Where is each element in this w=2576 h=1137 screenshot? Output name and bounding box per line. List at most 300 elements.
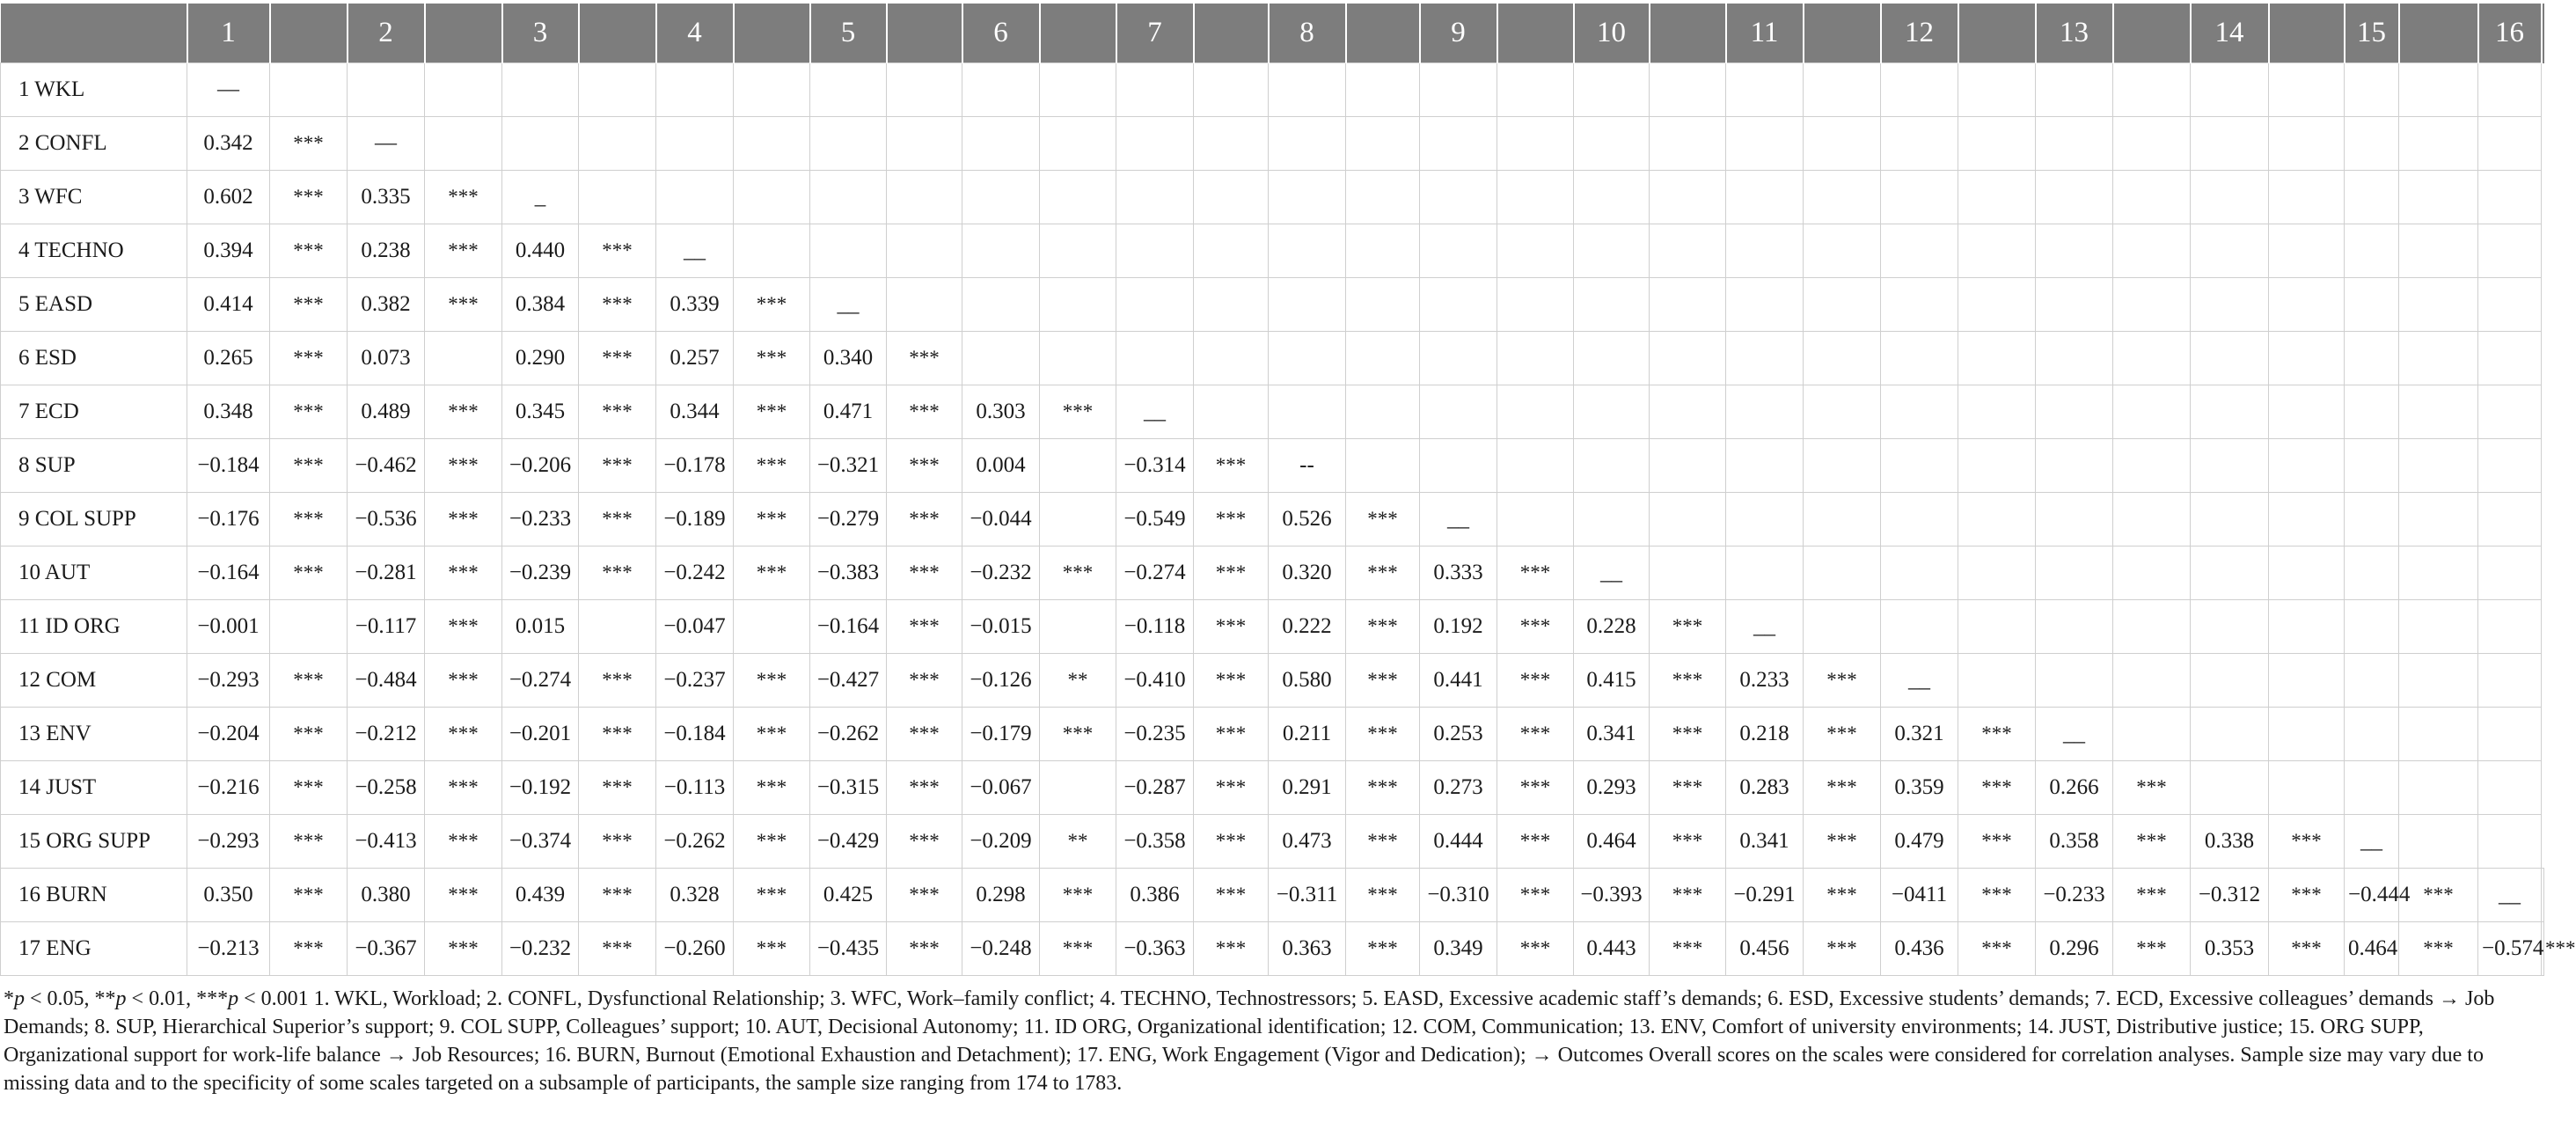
significance-cell: ***: [734, 278, 810, 332]
significance-cell: ***: [1497, 761, 1574, 815]
significance-cell: ***: [1958, 922, 2036, 976]
column-header-sig: [1194, 4, 1269, 63]
correlation-cell: −0.293: [187, 654, 270, 708]
significance-cell: [1497, 171, 1574, 224]
significance-cell: ***: [734, 546, 810, 600]
significance-cell: ***: [2399, 869, 2478, 922]
correlation-cell: [2478, 761, 2542, 815]
significance-cell: [2269, 546, 2345, 600]
significance-cell: ***: [425, 600, 502, 654]
significance-cell: [2113, 117, 2191, 171]
significance-cell: ***: [2113, 815, 2191, 869]
significance-cell: [1804, 439, 1881, 493]
correlation-cell: 0.257: [656, 332, 734, 385]
significance-cell: ***: [270, 171, 348, 224]
correlation-cell: −0.118: [1116, 600, 1194, 654]
correlation-cell: 0.341: [1574, 708, 1650, 761]
correlation-cell: −0.206: [502, 439, 579, 493]
footnote-text: < 0.01, ***: [126, 987, 229, 1010]
significance-cell: ***: [425, 278, 502, 332]
correlation-cell: 0.386: [1116, 869, 1194, 922]
significance-cell: ***: [1650, 815, 1726, 869]
significance-cell: **: [1040, 815, 1116, 869]
table-row: [1, 493, 2544, 546]
significance-cell: ***: [1040, 708, 1116, 761]
correlation-cell: 0.345: [502, 385, 579, 439]
correlation-cell: [2478, 278, 2542, 332]
significance-cell: [2269, 600, 2345, 654]
significance-cell: [1346, 385, 1420, 439]
correlation-cell: [1726, 224, 1804, 278]
significance-cell: [1497, 117, 1574, 171]
significance-cell: [579, 171, 656, 224]
correlation-cell: [1574, 278, 1650, 332]
table-row: [1, 439, 2544, 493]
significance-cell: ***: [1497, 922, 1574, 976]
significance-cell: ***: [1497, 654, 1574, 708]
column-header-sig: [734, 4, 810, 63]
correlation-cell: [2478, 600, 2542, 654]
significance-cell: ***: [887, 654, 962, 708]
correlation-cell: −0.192: [502, 761, 579, 815]
row-label: 10 AUT: [1, 546, 187, 600]
significance-cell: [1958, 654, 2036, 708]
significance-cell: [2269, 439, 2345, 493]
column-header-16: 16: [2478, 4, 2542, 63]
correlation-cell: −0.178: [656, 439, 734, 493]
correlation-cell: −0.393: [1574, 869, 1650, 922]
correlation-cell: −0.232: [502, 922, 579, 976]
correlation-cell: [2191, 493, 2269, 546]
correlation-cell: [2478, 546, 2542, 600]
correlation-cell: [962, 117, 1040, 171]
significance-cell: ***: [887, 869, 962, 922]
correlation-cell: −0.311: [1269, 869, 1346, 922]
column-header-13: 13: [2036, 4, 2113, 63]
correlation-cell: 0.296: [2036, 922, 2113, 976]
correlation-cell: 0.211: [1269, 708, 1346, 761]
significance-cell: [1346, 171, 1420, 224]
significance-cell: [1804, 171, 1881, 224]
significance-cell: ***: [579, 493, 656, 546]
significance-cell: [1040, 439, 1116, 493]
column-header-6: 6: [962, 4, 1040, 63]
correlation-cell: −0.427: [810, 654, 887, 708]
correlation-cell: −0.164: [187, 546, 270, 600]
significance-cell: [2113, 439, 2191, 493]
significance-cell: [2399, 171, 2478, 224]
correlation-cell: −0.274: [502, 654, 579, 708]
correlation-cell: 0.439: [502, 869, 579, 922]
significance-cell: [2269, 63, 2345, 117]
correlation-cell: −0.164: [810, 600, 887, 654]
significance-cell: ***: [579, 761, 656, 815]
correlation-cell: [2036, 439, 2113, 493]
column-header-1: 1: [187, 4, 270, 63]
significance-cell: [425, 332, 502, 385]
correlation-cell: −0.239: [502, 546, 579, 600]
significance-cell: [1650, 63, 1726, 117]
significance-cell: [734, 171, 810, 224]
column-header-14: 14: [2191, 4, 2269, 63]
significance-cell: [1650, 171, 1726, 224]
correlation-cell: [1726, 546, 1804, 600]
significance-cell: ***: [270, 922, 348, 976]
row-label: 3 WFC: [1, 171, 187, 224]
significance-cell: [1804, 117, 1881, 171]
significance-cell: [1497, 385, 1574, 439]
column-header-12: 12: [1881, 4, 1958, 63]
table-footnote: [0, 985, 2544, 1097]
correlation-cell: [1574, 224, 1650, 278]
correlation-cell: __: [1116, 385, 1194, 439]
correlation-cell: −0.444: [2345, 869, 2399, 922]
significance-cell: ***: [425, 761, 502, 815]
significance-cell: ***: [425, 815, 502, 869]
correlation-cell: −0.212: [348, 708, 425, 761]
correlation-cell: [656, 171, 734, 224]
table-row: [1, 171, 2544, 224]
significance-cell: [2399, 546, 2478, 600]
correlation-cell: 0.440: [502, 224, 579, 278]
significance-cell: [2399, 224, 2478, 278]
significance-cell: [734, 600, 810, 654]
significance-cell: [2269, 224, 2345, 278]
correlation-cell: −0.015: [962, 600, 1040, 654]
footnote-text: < 0.05, **: [25, 987, 116, 1010]
correlation-cell: [2478, 815, 2542, 869]
correlation-cell: [2345, 224, 2399, 278]
table-header-row: [1, 4, 2544, 63]
significance-cell: ***: [425, 439, 502, 493]
correlation-cell: [810, 171, 887, 224]
correlation-cell: [2478, 171, 2542, 224]
correlation-cell: [1420, 439, 1497, 493]
significance-cell: [887, 63, 962, 117]
significance-cell: ***: [1346, 815, 1420, 869]
significance-cell: [1194, 332, 1269, 385]
significance-cell: ***: [887, 493, 962, 546]
correlation-cell: [2345, 761, 2399, 815]
correlation-cell: [2478, 63, 2542, 117]
significance-cell: [1194, 63, 1269, 117]
correlation-cell: 0.382: [348, 278, 425, 332]
significance-cell: [579, 63, 656, 117]
significance-cell: ***: [1650, 600, 1726, 654]
significance-cell: ***: [270, 439, 348, 493]
significance-cell: [1346, 278, 1420, 332]
correlation-cell: [2345, 171, 2399, 224]
column-header-sig: [1804, 4, 1881, 63]
significance-cell: [1958, 171, 2036, 224]
correlation-cell: [2345, 117, 2399, 171]
significance-cell: ***: [579, 332, 656, 385]
significance-cell: ***: [887, 600, 962, 654]
significance-cell: ***: [1194, 922, 1269, 976]
correlation-cell: [656, 117, 734, 171]
correlation-cell: [2191, 117, 2269, 171]
correlation-cell: −0.232: [962, 546, 1040, 600]
significance-cell: [2399, 815, 2478, 869]
correlation-cell: [2191, 63, 2269, 117]
correlation-cell: [1574, 439, 1650, 493]
correlation-cell: −0.242: [656, 546, 734, 600]
row-label: 7 ECD: [1, 385, 187, 439]
significance-cell: ***: [734, 708, 810, 761]
correlation-cell: [1574, 171, 1650, 224]
significance-cell: ***: [1497, 708, 1574, 761]
correlation-cell: −0.233: [2036, 869, 2113, 922]
significance-cell: ***: [887, 708, 962, 761]
significance-cell: ***: [425, 171, 502, 224]
correlation-cell: [2478, 117, 2542, 171]
correlation-cell: 0.526: [1269, 493, 1346, 546]
correlation-cell: [1726, 278, 1804, 332]
significance-cell: [2269, 385, 2345, 439]
correlation-cell: 0.479: [1881, 815, 1958, 869]
correlation-cell: 0.349: [1420, 922, 1497, 976]
row-label: 15 ORG SUPP: [1, 815, 187, 869]
correlation-cell: [1881, 439, 1958, 493]
correlation-cell: [1881, 385, 1958, 439]
table-row: [1, 332, 2544, 385]
correlation-cell: [2036, 117, 2113, 171]
correlation-cell: [2036, 600, 2113, 654]
correlation-cell: [2478, 439, 2542, 493]
column-header-sig: [2113, 4, 2191, 63]
significance-cell: [1650, 278, 1726, 332]
significance-cell: [1650, 493, 1726, 546]
significance-cell: [1040, 63, 1116, 117]
significance-cell: ***: [425, 869, 502, 922]
significance-cell: [1040, 278, 1116, 332]
significance-cell: [2113, 546, 2191, 600]
significance-cell: ***: [579, 922, 656, 976]
significance-cell: ***: [1650, 922, 1726, 976]
table-row: [1, 815, 2544, 869]
significance-cell: ***: [2269, 922, 2345, 976]
table-body: [1, 63, 2576, 976]
significance-cell: [1346, 332, 1420, 385]
significance-cell: ***: [579, 654, 656, 708]
significance-cell: ***: [270, 224, 348, 278]
correlation-cell: 0.425: [810, 869, 887, 922]
significance-cell: ***: [1804, 869, 1881, 922]
significance-cell: ***: [1804, 654, 1881, 708]
significance-cell: ***: [2269, 869, 2345, 922]
significance-cell: ***: [734, 385, 810, 439]
significance-cell: ***: [2269, 815, 2345, 869]
correlation-cell: [2191, 332, 2269, 385]
footnote-p-italic: p: [228, 987, 239, 1010]
significance-cell: [1804, 278, 1881, 332]
significance-cell: ***: [579, 815, 656, 869]
correlation-cell: 0.363: [1269, 922, 1346, 976]
row-label: 16 BURN: [1, 869, 187, 922]
correlation-cell: −0.314: [1116, 439, 1194, 493]
correlation-cell: 0.335: [348, 171, 425, 224]
correlation-cell: 0.291: [1269, 761, 1346, 815]
correlation-cell: 0.321: [1881, 708, 1958, 761]
column-header-sig: [887, 4, 962, 63]
correlation-cell: [1420, 117, 1497, 171]
correlation-cell: [2036, 385, 2113, 439]
correlation-cell: [2036, 654, 2113, 708]
correlation-cell: −0.067: [962, 761, 1040, 815]
significance-cell: ***: [579, 439, 656, 493]
significance-cell: ***: [887, 546, 962, 600]
correlation-cell: 0.266: [2036, 761, 2113, 815]
significance-cell: ***: [2113, 869, 2191, 922]
row-label: 13 ENV: [1, 708, 187, 761]
significance-cell: [734, 63, 810, 117]
significance-cell: ***: [270, 869, 348, 922]
correlation-cell: [656, 63, 734, 117]
significance-cell: ***: [270, 654, 348, 708]
correlation-cell: 0.293: [1574, 761, 1650, 815]
significance-cell: [1650, 385, 1726, 439]
significance-cell: ***: [270, 493, 348, 546]
footnote-p-italic: p: [115, 987, 127, 1010]
correlation-cell: [1269, 224, 1346, 278]
correlation-cell: [1881, 171, 1958, 224]
significance-cell: ***: [270, 332, 348, 385]
significance-cell: [1958, 63, 2036, 117]
column-header-sig: [1497, 4, 1574, 63]
significance-cell: ***: [270, 708, 348, 761]
correlation-cell: [1574, 63, 1650, 117]
significance-cell: [1804, 493, 1881, 546]
significance-cell: [2399, 600, 2478, 654]
column-header-sig: [1346, 4, 1420, 63]
correlation-cell: −0.358: [1116, 815, 1194, 869]
significance-cell: [1958, 224, 2036, 278]
correlation-cell: __: [2036, 708, 2113, 761]
significance-cell: [2399, 332, 2478, 385]
correlation-cell: −0.281: [348, 546, 425, 600]
significance-cell: ***: [734, 439, 810, 493]
correlation-cell: −0.363: [1116, 922, 1194, 976]
significance-cell: [1497, 278, 1574, 332]
significance-cell: ***: [887, 815, 962, 869]
significance-cell: [270, 600, 348, 654]
correlation-cell: [2345, 385, 2399, 439]
correlation-cell: [2191, 278, 2269, 332]
correlation-cell: −0.312: [2191, 869, 2269, 922]
correlation-cell: [502, 63, 579, 117]
significance-cell: [1497, 332, 1574, 385]
significance-cell: [1650, 546, 1726, 600]
correlation-cell: [1726, 439, 1804, 493]
correlation-cell: [2345, 63, 2399, 117]
correlation-cell: [1116, 171, 1194, 224]
correlation-cell: [1116, 117, 1194, 171]
correlation-cell: 0.436: [1881, 922, 1958, 976]
correlation-cell: 0.602: [187, 171, 270, 224]
row-label: 5 EASD: [1, 278, 187, 332]
significance-cell: ***: [1650, 654, 1726, 708]
significance-cell: ***: [1804, 922, 1881, 976]
correlation-cell: [1116, 224, 1194, 278]
significance-cell: [887, 117, 962, 171]
significance-cell: ***: [1650, 869, 1726, 922]
correlation-cell: __: [810, 278, 887, 332]
significance-cell: [2269, 278, 2345, 332]
significance-cell: ***: [734, 493, 810, 546]
significance-cell: [2399, 708, 2478, 761]
correlation-cell: [1726, 63, 1804, 117]
significance-cell: ***: [1958, 761, 2036, 815]
correlation-cell: [1574, 332, 1650, 385]
significance-cell: ***: [1346, 708, 1420, 761]
significance-cell: [2269, 654, 2345, 708]
correlation-cell: [1116, 278, 1194, 332]
table-row: [1, 278, 2544, 332]
correlation-cell: −0.410: [1116, 654, 1194, 708]
correlation-cell: 0.384: [502, 278, 579, 332]
row-label: 17 ENG: [1, 922, 187, 976]
significance-cell: ***: [734, 332, 810, 385]
significance-cell: [1497, 439, 1574, 493]
correlation-cell: 0.333: [1420, 546, 1497, 600]
correlation-cell: [1420, 332, 1497, 385]
significance-cell: [2269, 332, 2345, 385]
correlation-cell: −0.367: [348, 922, 425, 976]
significance-cell: [2399, 761, 2478, 815]
correlation-cell: −0.549: [1116, 493, 1194, 546]
significance-cell: [2269, 761, 2345, 815]
correlation-cell: [2036, 278, 2113, 332]
correlation-cell: 0.471: [810, 385, 887, 439]
correlation-cell: [810, 224, 887, 278]
significance-cell: [2399, 278, 2478, 332]
correlation-cell: [2036, 224, 2113, 278]
significance-cell: [2542, 869, 2544, 922]
correlation-cell: 0.380: [348, 869, 425, 922]
significance-cell: ***: [1194, 493, 1269, 546]
correlation-cell: [1420, 224, 1497, 278]
correlation-cell: [810, 63, 887, 117]
column-header-4: 4: [656, 4, 734, 63]
correlation-cell: [2478, 708, 2542, 761]
significance-cell: ***: [887, 761, 962, 815]
correlation-cell: −0.279: [810, 493, 887, 546]
correlation-cell: [1726, 493, 1804, 546]
significance-cell: ***: [734, 922, 810, 976]
correlation-cell: [1881, 600, 1958, 654]
correlation-cell: 0.350: [187, 869, 270, 922]
correlation-cell: [2478, 654, 2542, 708]
correlation-cell: −0.237: [656, 654, 734, 708]
significance-cell: ***: [1346, 761, 1420, 815]
significance-cell: [1958, 546, 2036, 600]
significance-cell: [887, 224, 962, 278]
significance-cell: [1958, 493, 2036, 546]
significance-cell: [2113, 171, 2191, 224]
correlation-cell: [2191, 224, 2269, 278]
significance-cell: ***: [270, 278, 348, 332]
correlation-cell: __: [2345, 815, 2399, 869]
significance-cell: ***: [1346, 600, 1420, 654]
significance-cell: ***: [1346, 869, 1420, 922]
correlation-cell: 0.489: [348, 385, 425, 439]
significance-cell: [1958, 385, 2036, 439]
correlation-cell: [2345, 332, 2399, 385]
correlation-cell: −0.184: [656, 708, 734, 761]
correlation-cell: [2036, 493, 2113, 546]
correlation-cell: [1420, 278, 1497, 332]
significance-cell: [1804, 332, 1881, 385]
